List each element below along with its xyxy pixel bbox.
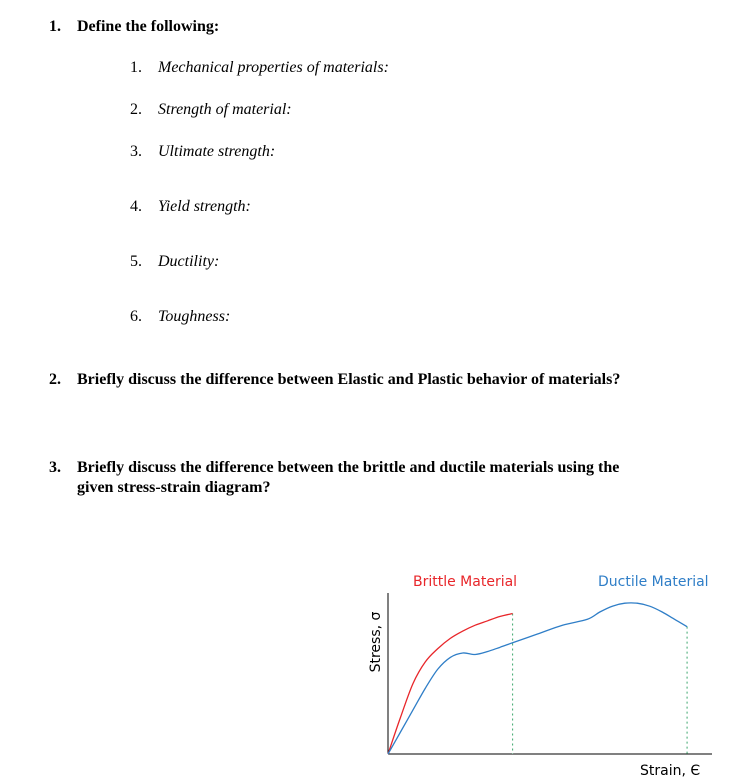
definition-item-text: Yield strength: bbox=[158, 198, 251, 215]
question-2 bbox=[49, 370, 620, 390]
definition-item-text: Strength of material: bbox=[158, 101, 292, 118]
question-1-text: Define the following: bbox=[77, 18, 220, 35]
y-axis-label: Stress, σ bbox=[368, 611, 384, 673]
definition-item-text: Mechanical properties of materials: bbox=[158, 59, 389, 76]
x-axis-label: Strain, Є bbox=[640, 763, 701, 779]
brittle-legend-label: Brittle Material bbox=[413, 574, 518, 590]
definition-item-text: Ultimate strength: bbox=[158, 143, 276, 160]
question-3-number: 3. bbox=[49, 459, 61, 476]
definition-item-2 bbox=[130, 100, 292, 120]
question-1-heading bbox=[49, 17, 219, 37]
question-3 bbox=[49, 458, 729, 496]
question-3-line-1: Briefly discuss the difference between the brittle and ductile materials using the bbox=[77, 459, 620, 476]
definition-item-text: Ductility: bbox=[158, 253, 220, 270]
definition-item-number: 5. bbox=[130, 253, 142, 270]
brittle-material-curve bbox=[388, 614, 513, 755]
definition-item-number: 3. bbox=[130, 143, 142, 160]
definition-item-number: 4. bbox=[130, 198, 142, 215]
question-2-text: Briefly discuss the difference between Elastic and Plastic behavior of materials? bbox=[77, 371, 621, 388]
question-2-number: 2. bbox=[49, 371, 61, 388]
definition-item-3 bbox=[130, 142, 275, 162]
definition-item-4 bbox=[130, 197, 251, 217]
definition-item-5 bbox=[130, 252, 219, 272]
question-1-number: 1. bbox=[49, 18, 61, 35]
question-3-line-2: given stress-strain diagram? bbox=[77, 479, 271, 496]
ductile-legend-label: Ductile Material bbox=[598, 574, 709, 590]
ductile-material-curve bbox=[388, 603, 687, 754]
stress-strain-chart bbox=[350, 560, 750, 782]
definition-item-number: 1. bbox=[130, 59, 142, 76]
definition-item-1 bbox=[130, 58, 389, 78]
definition-item-number: 6. bbox=[130, 308, 142, 325]
definition-item-number: 2. bbox=[130, 101, 142, 118]
definition-item-text: Toughness: bbox=[158, 308, 231, 325]
definition-item-6 bbox=[130, 307, 230, 327]
